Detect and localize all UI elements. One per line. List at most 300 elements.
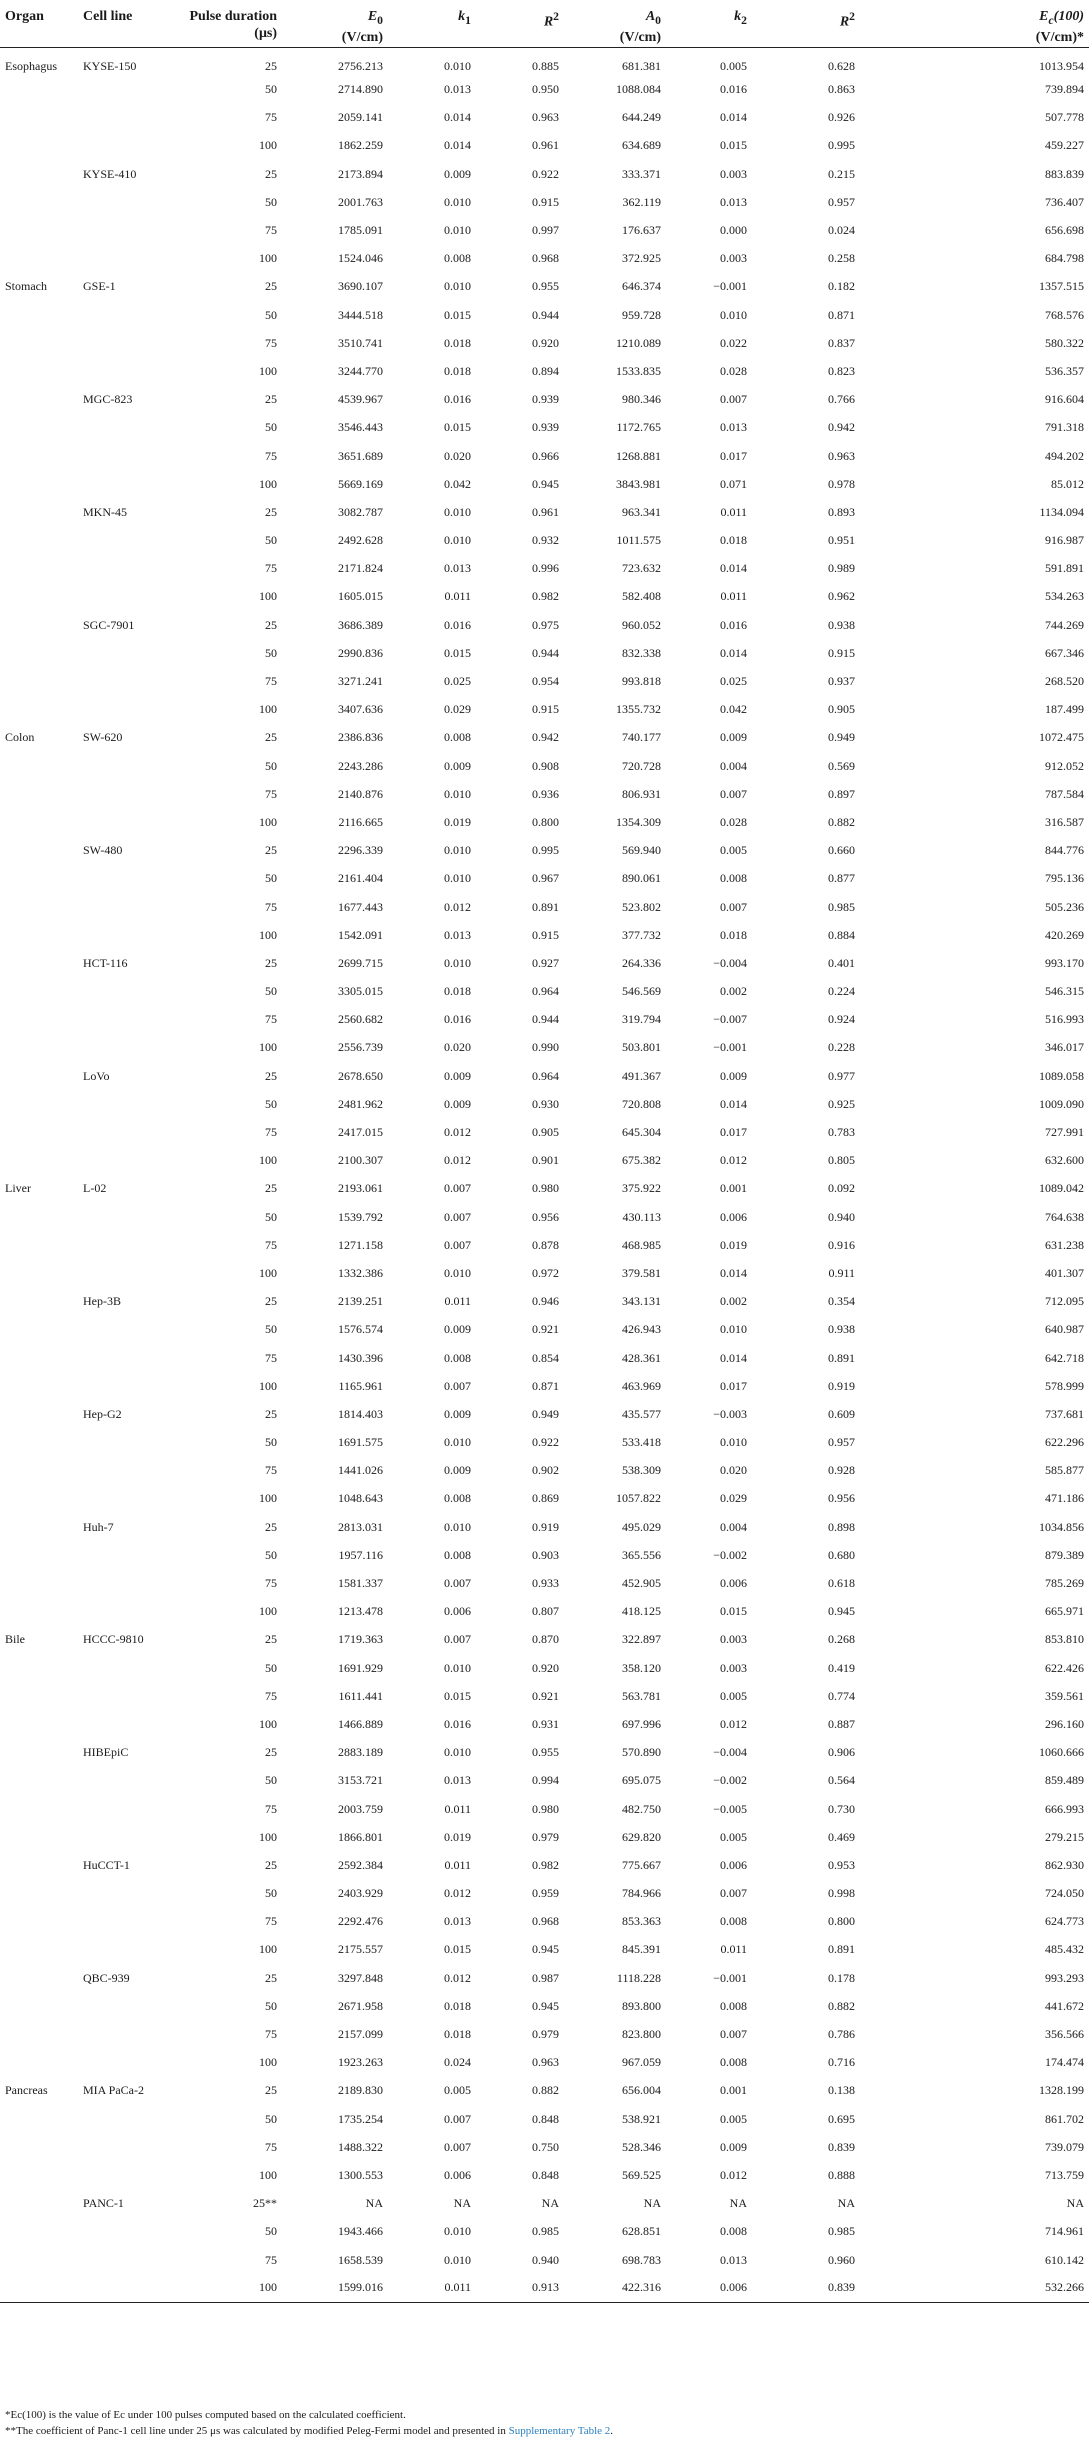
table-row bbox=[0, 865, 1089, 893]
cell-pulse-duration: 50 bbox=[265, 871, 277, 886]
cell-pulse-duration: 50 bbox=[265, 1773, 277, 1788]
cell-ec100: 471.186 bbox=[1045, 1491, 1084, 1506]
cell-pulse-duration: 50 bbox=[265, 2224, 277, 2239]
cell-e0: 1165.961 bbox=[338, 1378, 383, 1393]
table-row bbox=[0, 273, 1089, 301]
table-row bbox=[0, 1992, 1089, 2020]
cell-a0: 546.569 bbox=[622, 984, 661, 999]
cell-r2-first: 0.954 bbox=[532, 674, 559, 689]
cell-a0: 806.931 bbox=[622, 786, 661, 801]
cell-k2: 0.028 bbox=[720, 814, 747, 829]
cell-k2: 0.003 bbox=[720, 166, 747, 181]
table-row bbox=[0, 949, 1089, 977]
cell-k1: 0.016 bbox=[444, 392, 471, 407]
cell-ec100: 632.600 bbox=[1045, 1153, 1084, 1168]
cell-cell-line bbox=[82, 667, 180, 695]
cell-pulse-duration: 100 bbox=[259, 702, 277, 717]
cell-a0: 418.125 bbox=[622, 1604, 661, 1619]
cell-k2: 0.005 bbox=[720, 2111, 747, 2126]
cell-a0: 569.940 bbox=[622, 843, 661, 858]
cell-ec100: 346.017 bbox=[1045, 1040, 1084, 1055]
cell-a0: 963.341 bbox=[622, 504, 661, 519]
cell-r2-first: 0.922 bbox=[532, 166, 559, 181]
cell-ec100: 785.269 bbox=[1045, 1576, 1084, 1591]
table-row bbox=[0, 75, 1089, 103]
cell-k1: 0.015 bbox=[444, 1942, 471, 1957]
cell-r2-second: 0.940 bbox=[828, 1209, 855, 1224]
cell-k1: 0.010 bbox=[444, 1519, 471, 1534]
cell-e0: 1599.016 bbox=[278, 2274, 384, 2302]
cell-a0: 333.371 bbox=[622, 166, 661, 181]
table-row bbox=[0, 696, 1089, 724]
cell-r2-second: 0.774 bbox=[828, 1688, 855, 1703]
cell-k1: 0.008 bbox=[444, 1547, 471, 1562]
cell-cell-line bbox=[82, 1372, 180, 1400]
cell-e0: 1539.792 bbox=[338, 1209, 383, 1224]
cell-e0: 2140.876 bbox=[338, 786, 383, 801]
cell-pulse-duration: 25 bbox=[265, 1294, 277, 1309]
cell-organ: Liver bbox=[5, 1181, 31, 1196]
cell-organ bbox=[0, 1908, 82, 1936]
cell-e0: 1441.026 bbox=[338, 1463, 383, 1478]
cell-cell-line bbox=[82, 2246, 180, 2274]
cell-e0: 2386.836 bbox=[338, 730, 383, 745]
cell-r2-second: 0.951 bbox=[828, 533, 855, 548]
cell-k1: 0.010 bbox=[444, 871, 471, 886]
cell-r2-first: 0.940 bbox=[532, 2252, 559, 2267]
cell-pulse-duration: 50 bbox=[265, 420, 277, 435]
cell-k1: 0.010 bbox=[444, 58, 471, 73]
cell-k2: 0.008 bbox=[720, 2055, 747, 2070]
cell-organ bbox=[0, 893, 82, 921]
cell-k1: 0.010 bbox=[444, 2252, 471, 2267]
cell-a0: 960.052 bbox=[622, 617, 661, 632]
cell-ec100: 1134.094 bbox=[1039, 504, 1084, 519]
cell-organ bbox=[0, 1654, 82, 1682]
cell-e0: 1213.478 bbox=[338, 1604, 383, 1619]
cell-r2-second: 0.569 bbox=[828, 758, 855, 773]
cell-k2: 0.011 bbox=[720, 589, 747, 604]
cell-e0: 3690.107 bbox=[338, 279, 383, 294]
cell-e0: 1866.801 bbox=[338, 1829, 383, 1844]
cell-r2-first: 0.891 bbox=[532, 899, 559, 914]
cell-k2: 0.016 bbox=[720, 617, 747, 632]
cell-ec100: 916.604 bbox=[1045, 392, 1084, 407]
cell-organ bbox=[0, 2049, 82, 2077]
cell-k2: 0.007 bbox=[720, 899, 747, 914]
cell-a0: 482.750 bbox=[622, 1801, 661, 1816]
cell-ec100: 505.236 bbox=[1045, 899, 1084, 914]
cell-organ bbox=[0, 1964, 82, 1992]
cell-a0: 1057.822 bbox=[616, 1491, 661, 1506]
cell-k1: 0.010 bbox=[444, 504, 471, 519]
cell-k1: 0.007 bbox=[444, 1209, 471, 1224]
cell-a0: 832.338 bbox=[622, 645, 661, 660]
cell-k1: 0.012 bbox=[444, 1125, 471, 1140]
cell-k2: 0.015 bbox=[720, 138, 747, 153]
cell-k2: 0.029 bbox=[720, 1491, 747, 1506]
cell-a0: 379.581 bbox=[622, 1265, 661, 1280]
cell-cell-line bbox=[82, 2133, 180, 2161]
cell-cell-line: HIBEpiC bbox=[83, 1745, 129, 1760]
cell-r2-first: 0.944 bbox=[532, 1012, 559, 1027]
cell-cell-line bbox=[82, 2049, 180, 2077]
cell-k2: 0.013 bbox=[720, 194, 747, 209]
cell-k1: 0.013 bbox=[444, 1773, 471, 1788]
cell-r2-second: 0.882 bbox=[828, 1998, 855, 2013]
cell-k1: 0.007 bbox=[444, 1576, 471, 1591]
table-row bbox=[0, 414, 1089, 442]
cell-a0: 1210.089 bbox=[616, 335, 661, 350]
cell-cell-line bbox=[82, 1203, 180, 1231]
cell-ec100: 494.202 bbox=[1045, 448, 1084, 463]
cell-pulse-duration: 100 bbox=[259, 589, 277, 604]
cell-e0: 2189.830 bbox=[338, 2083, 383, 2098]
table-row bbox=[0, 2274, 1089, 2302]
table-row bbox=[0, 188, 1089, 216]
cell-r2-second: 0.730 bbox=[828, 1801, 855, 1816]
cell-r2-second: 0.915 bbox=[828, 645, 855, 660]
cell-e0: 3546.443 bbox=[338, 420, 383, 435]
cell-a0: 784.966 bbox=[622, 1886, 661, 1901]
cell-k1: 0.018 bbox=[444, 335, 471, 350]
cell-r2-first: 0.975 bbox=[532, 617, 559, 632]
cell-cell-line bbox=[82, 1034, 180, 1062]
cell-e0: 2157.099 bbox=[338, 2027, 383, 2042]
cell-cell-line bbox=[82, 414, 180, 442]
cell-e0: 2671.958 bbox=[338, 1998, 383, 2013]
cell-k1: 0.007 bbox=[444, 1632, 471, 1647]
cell-cell-line: Hep-3B bbox=[83, 1294, 121, 1309]
cell-e0: 3082.787 bbox=[338, 504, 383, 519]
cell-organ bbox=[0, 1513, 82, 1541]
cell-organ bbox=[0, 1795, 82, 1823]
cell-organ bbox=[0, 414, 82, 442]
cell-r2-second: 0.898 bbox=[828, 1519, 855, 1534]
cell-k2: 0.007 bbox=[720, 2027, 747, 2042]
cell-a0: 980.346 bbox=[622, 392, 661, 407]
cell-cell-line bbox=[82, 1006, 180, 1034]
cell-cell-line: MKN-45 bbox=[83, 504, 127, 519]
cell-cell-line: GSE-1 bbox=[83, 279, 116, 294]
cell-r2-first: 0.905 bbox=[532, 1125, 559, 1140]
cell-pulse-duration: 100 bbox=[259, 2055, 277, 2070]
cell-ec100: 714.961 bbox=[1045, 2224, 1084, 2239]
cell-a0: 698.783 bbox=[622, 2252, 661, 2267]
header-cell-line: Cell line bbox=[82, 0, 180, 47]
cell-organ bbox=[0, 1851, 82, 1879]
cell-r2-first: 0.908 bbox=[532, 758, 559, 773]
cell-cell-line bbox=[82, 104, 180, 132]
cell-k2: 0.011 bbox=[720, 504, 747, 519]
cell-r2-first: 0.750 bbox=[532, 2139, 559, 2154]
cell-r2-second: 0.138 bbox=[828, 2083, 855, 2098]
table-row bbox=[0, 1090, 1089, 1118]
cell-e0: 3244.770 bbox=[338, 363, 383, 378]
cell-r2-first: 0.921 bbox=[532, 1322, 559, 1337]
cell-pulse-duration: 100 bbox=[259, 1716, 277, 1731]
cell-k2: 0.008 bbox=[720, 871, 747, 886]
table-row bbox=[0, 1598, 1089, 1626]
cell-r2-second: 0.963 bbox=[828, 448, 855, 463]
cell-organ bbox=[0, 245, 82, 273]
cell-r2-second: 0.786 bbox=[828, 2027, 855, 2042]
cell-a0: 362.119 bbox=[622, 194, 661, 209]
cell-organ bbox=[0, 160, 82, 188]
cell-ec100: 507.778 bbox=[1045, 110, 1084, 125]
cell-a0: 723.632 bbox=[622, 561, 661, 576]
cell-pulse-duration: 75 bbox=[265, 2139, 277, 2154]
cell-r2-first: 0.956 bbox=[532, 1209, 559, 1224]
cell-organ bbox=[0, 1316, 82, 1344]
table-row bbox=[0, 1936, 1089, 1964]
table-row bbox=[0, 442, 1089, 470]
cell-a0: 538.309 bbox=[622, 1463, 661, 1478]
cell-e0: 3686.389 bbox=[338, 617, 383, 632]
cell-k1: 0.006 bbox=[444, 2167, 471, 2182]
cell-organ bbox=[0, 2218, 82, 2246]
cell-ec100: 724.050 bbox=[1045, 1886, 1084, 1901]
cell-cell-line: MGC-823 bbox=[83, 392, 133, 407]
cell-e0: 2699.715 bbox=[338, 955, 383, 970]
cell-r2-second: 0.985 bbox=[828, 899, 855, 914]
cell-e0: 1576.574 bbox=[338, 1322, 383, 1337]
cell-a0: 375.922 bbox=[622, 1181, 661, 1196]
cell-pulse-duration: 25 bbox=[265, 2083, 277, 2098]
cell-r2-second: 0.609 bbox=[828, 1406, 855, 1421]
table-row bbox=[0, 1569, 1089, 1597]
cell-r2-first: 0.990 bbox=[532, 1040, 559, 1055]
cell-organ bbox=[0, 1288, 82, 1316]
table-row bbox=[0, 1710, 1089, 1738]
cell-r2-first: NA bbox=[541, 2196, 559, 2211]
cell-cell-line bbox=[82, 1908, 180, 1936]
cell-e0: 2059.141 bbox=[338, 110, 383, 125]
cell-organ bbox=[0, 216, 82, 244]
cell-a0: 319.794 bbox=[622, 1012, 661, 1027]
cell-organ bbox=[0, 1767, 82, 1795]
cell-pulse-duration: 50 bbox=[265, 1886, 277, 1901]
cell-organ bbox=[0, 2133, 82, 2161]
cell-k1: 0.011 bbox=[444, 1294, 471, 1309]
cell-r2-second: 0.871 bbox=[828, 307, 855, 322]
cell-pulse-duration: 25 bbox=[265, 1406, 277, 1421]
cell-r2-second: 0.863 bbox=[828, 82, 855, 97]
cell-organ bbox=[0, 1231, 82, 1259]
cell-pulse-duration: 75 bbox=[265, 2027, 277, 2042]
cell-r2-second: 0.888 bbox=[828, 2167, 855, 2182]
cell-k2: 0.005 bbox=[720, 843, 747, 858]
cell-r2-second: 0.354 bbox=[828, 1294, 855, 1309]
cell-r2-second: 0.942 bbox=[828, 420, 855, 435]
cell-a0: 681.381 bbox=[622, 58, 661, 73]
table-row bbox=[0, 47, 1089, 75]
cell-cell-line bbox=[82, 216, 180, 244]
cell-k2: 0.007 bbox=[720, 786, 747, 801]
cell-r2-first: 0.980 bbox=[532, 1181, 559, 1196]
cell-r2-second: 0.628 bbox=[828, 58, 855, 73]
cell-r2-second: 0.916 bbox=[828, 1237, 855, 1252]
cell-k1: 0.015 bbox=[444, 645, 471, 660]
cell-cell-line bbox=[82, 1147, 180, 1175]
cell-organ bbox=[0, 329, 82, 357]
cell-cell-line bbox=[82, 2274, 180, 2302]
cell-pulse-duration: 75 bbox=[265, 786, 277, 801]
cell-organ bbox=[0, 2190, 82, 2218]
cell-a0: 452.905 bbox=[622, 1576, 661, 1591]
supplementary-table-link[interactable]: Supplementary Table 2 bbox=[508, 2425, 611, 2437]
cell-a0: 372.925 bbox=[622, 251, 661, 266]
cell-pulse-duration: 100 bbox=[259, 1604, 277, 1619]
cell-r2-first: 0.955 bbox=[532, 279, 559, 294]
table-row bbox=[0, 1795, 1089, 1823]
table-row bbox=[0, 1428, 1089, 1456]
cell-e0: 3444.518 bbox=[338, 307, 383, 322]
cell-ec100: 665.971 bbox=[1045, 1604, 1084, 1619]
cell-k2: −0.004 bbox=[713, 1745, 747, 1760]
table-row bbox=[0, 555, 1089, 583]
footnotes bbox=[5, 2407, 613, 2439]
cell-a0: NA bbox=[643, 2196, 661, 2211]
cell-k2: 0.018 bbox=[720, 927, 747, 942]
cell-ec100: 912.052 bbox=[1045, 758, 1084, 773]
cell-r2-first: 0.807 bbox=[532, 1604, 559, 1619]
cell-k2: 0.002 bbox=[720, 1294, 747, 1309]
cell-organ bbox=[0, 583, 82, 611]
cell-cell-line: Huh-7 bbox=[83, 1519, 114, 1534]
cell-r2-second: 0.766 bbox=[828, 392, 855, 407]
cell-cell-line bbox=[82, 1823, 180, 1851]
cell-ec100: 666.993 bbox=[1045, 1801, 1084, 1816]
cell-organ bbox=[0, 1400, 82, 1428]
cell-e0: 2492.628 bbox=[338, 533, 383, 548]
cell-r2-first: 0.939 bbox=[532, 420, 559, 435]
cell-e0: 1611.441 bbox=[338, 1688, 383, 1703]
cell-k2: 0.013 bbox=[720, 420, 747, 435]
table-row bbox=[0, 611, 1089, 639]
cell-pulse-duration: 50 bbox=[265, 307, 277, 322]
cell-k1: 0.012 bbox=[444, 1886, 471, 1901]
cell-cell-line bbox=[82, 893, 180, 921]
cell-a0: 358.120 bbox=[622, 1660, 661, 1675]
cell-ec100: 844.776 bbox=[1045, 843, 1084, 858]
cell-r2-first: 0.959 bbox=[532, 1886, 559, 1901]
cell-k2: 0.007 bbox=[720, 392, 747, 407]
cell-k2: 0.001 bbox=[720, 1181, 747, 1196]
cell-pulse-duration: 100 bbox=[259, 2167, 277, 2182]
cell-e0: 2139.251 bbox=[338, 1294, 383, 1309]
cell-ec100: 546.315 bbox=[1045, 984, 1084, 999]
cell-r2-second: 0.995 bbox=[828, 138, 855, 153]
cell-ec100: 316.587 bbox=[1045, 814, 1084, 829]
cell-k1: 0.029 bbox=[444, 702, 471, 717]
cell-organ bbox=[0, 1062, 82, 1090]
cell-a0: 264.336 bbox=[622, 955, 661, 970]
cell-pulse-duration: 75 bbox=[265, 223, 277, 238]
cell-k2: 0.017 bbox=[720, 1125, 747, 1140]
cell-r2-second: 0.998 bbox=[828, 1886, 855, 1901]
cell-organ bbox=[0, 667, 82, 695]
cell-r2-second: 0.178 bbox=[828, 1970, 855, 1985]
cell-k2: 0.008 bbox=[720, 1998, 747, 2013]
cell-a0: 1354.309 bbox=[616, 814, 661, 829]
cell-k1: 0.009 bbox=[444, 1463, 471, 1478]
cell-organ bbox=[0, 2274, 82, 2302]
cell-ec100: 883.839 bbox=[1045, 166, 1084, 181]
cell-k2: 0.019 bbox=[720, 1237, 747, 1252]
cell-ec100: 532.266 bbox=[856, 2274, 1089, 2302]
cell-e0: 1581.337 bbox=[338, 1576, 383, 1591]
table-row bbox=[0, 1175, 1089, 1203]
cell-r2-second: 0.401 bbox=[828, 955, 855, 970]
cell-r2-first: 0.964 bbox=[532, 984, 559, 999]
cell-k1: 0.012 bbox=[444, 1153, 471, 1168]
cell-pulse-duration: 50 bbox=[265, 1435, 277, 1450]
cell-pulse-duration: 100 bbox=[180, 2274, 278, 2302]
cell-ec100: 640.987 bbox=[1045, 1322, 1084, 1337]
cell-pulse-duration: 100 bbox=[259, 1040, 277, 1055]
cell-e0: 4539.967 bbox=[338, 392, 383, 407]
cell-r2-second: 0.945 bbox=[828, 1604, 855, 1619]
cell-ec100: 853.810 bbox=[1045, 1632, 1084, 1647]
cell-k1: 0.007 bbox=[444, 1181, 471, 1196]
table-row bbox=[0, 808, 1089, 836]
cell-cell-line bbox=[82, 329, 180, 357]
cell-r2-second: 0.618 bbox=[828, 1576, 855, 1591]
cell-a0: 563.781 bbox=[622, 1688, 661, 1703]
cell-r2-first: 0.987 bbox=[532, 1970, 559, 1985]
cell-ec100: 485.432 bbox=[1045, 1942, 1084, 1957]
cell-pulse-duration: 50 bbox=[265, 1660, 277, 1675]
cell-organ bbox=[0, 865, 82, 893]
cell-k1: 0.010 bbox=[444, 843, 471, 858]
cell-k1: 0.018 bbox=[444, 1998, 471, 2013]
table-row bbox=[0, 2190, 1089, 2218]
cell-r2-first: 0.968 bbox=[532, 1914, 559, 1929]
cell-a0: 468.985 bbox=[622, 1237, 661, 1252]
cell-k2: 0.007 bbox=[720, 1886, 747, 1901]
cell-ec100: 1357.515 bbox=[1039, 279, 1084, 294]
table-row bbox=[0, 498, 1089, 526]
cell-r2-second: 0.906 bbox=[828, 1745, 855, 1760]
cell-k1: 0.014 bbox=[444, 138, 471, 153]
cell-ec100: 536.357 bbox=[1045, 363, 1084, 378]
cell-k2: −0.001 bbox=[713, 1040, 747, 1055]
cell-e0: 1691.575 bbox=[338, 1435, 383, 1450]
footnote-ec100: *Ec(100) is the value of Ec under 100 pulses computed based on the calculated coefficient. bbox=[5, 2409, 406, 2421]
cell-cell-line bbox=[82, 752, 180, 780]
cell-r2-first: 0.939 bbox=[532, 392, 559, 407]
cell-r2-second: NA bbox=[837, 2196, 855, 2211]
cell-a0: 1011.575 bbox=[616, 533, 661, 548]
cell-cell-line bbox=[82, 526, 180, 554]
cell-r2-second: 0.215 bbox=[828, 166, 855, 181]
cell-r2-first: 0.968 bbox=[532, 251, 559, 266]
table-row bbox=[0, 1541, 1089, 1569]
table-row bbox=[0, 245, 1089, 273]
cell-e0: 1605.015 bbox=[338, 589, 383, 604]
cell-pulse-duration: 75 bbox=[265, 110, 277, 125]
cell-organ bbox=[0, 1936, 82, 1964]
cell-organ bbox=[0, 301, 82, 329]
cell-cell-line bbox=[82, 245, 180, 273]
cell-a0: 491.367 bbox=[622, 1068, 661, 1083]
cell-k2: −0.004 bbox=[713, 955, 747, 970]
cell-cell-line: MIA PaCa-2 bbox=[83, 2083, 144, 2098]
cell-k2: 0.020 bbox=[720, 1463, 747, 1478]
cell-r2-first: 0.869 bbox=[532, 1491, 559, 1506]
cell-ec100: 787.584 bbox=[1045, 786, 1084, 801]
